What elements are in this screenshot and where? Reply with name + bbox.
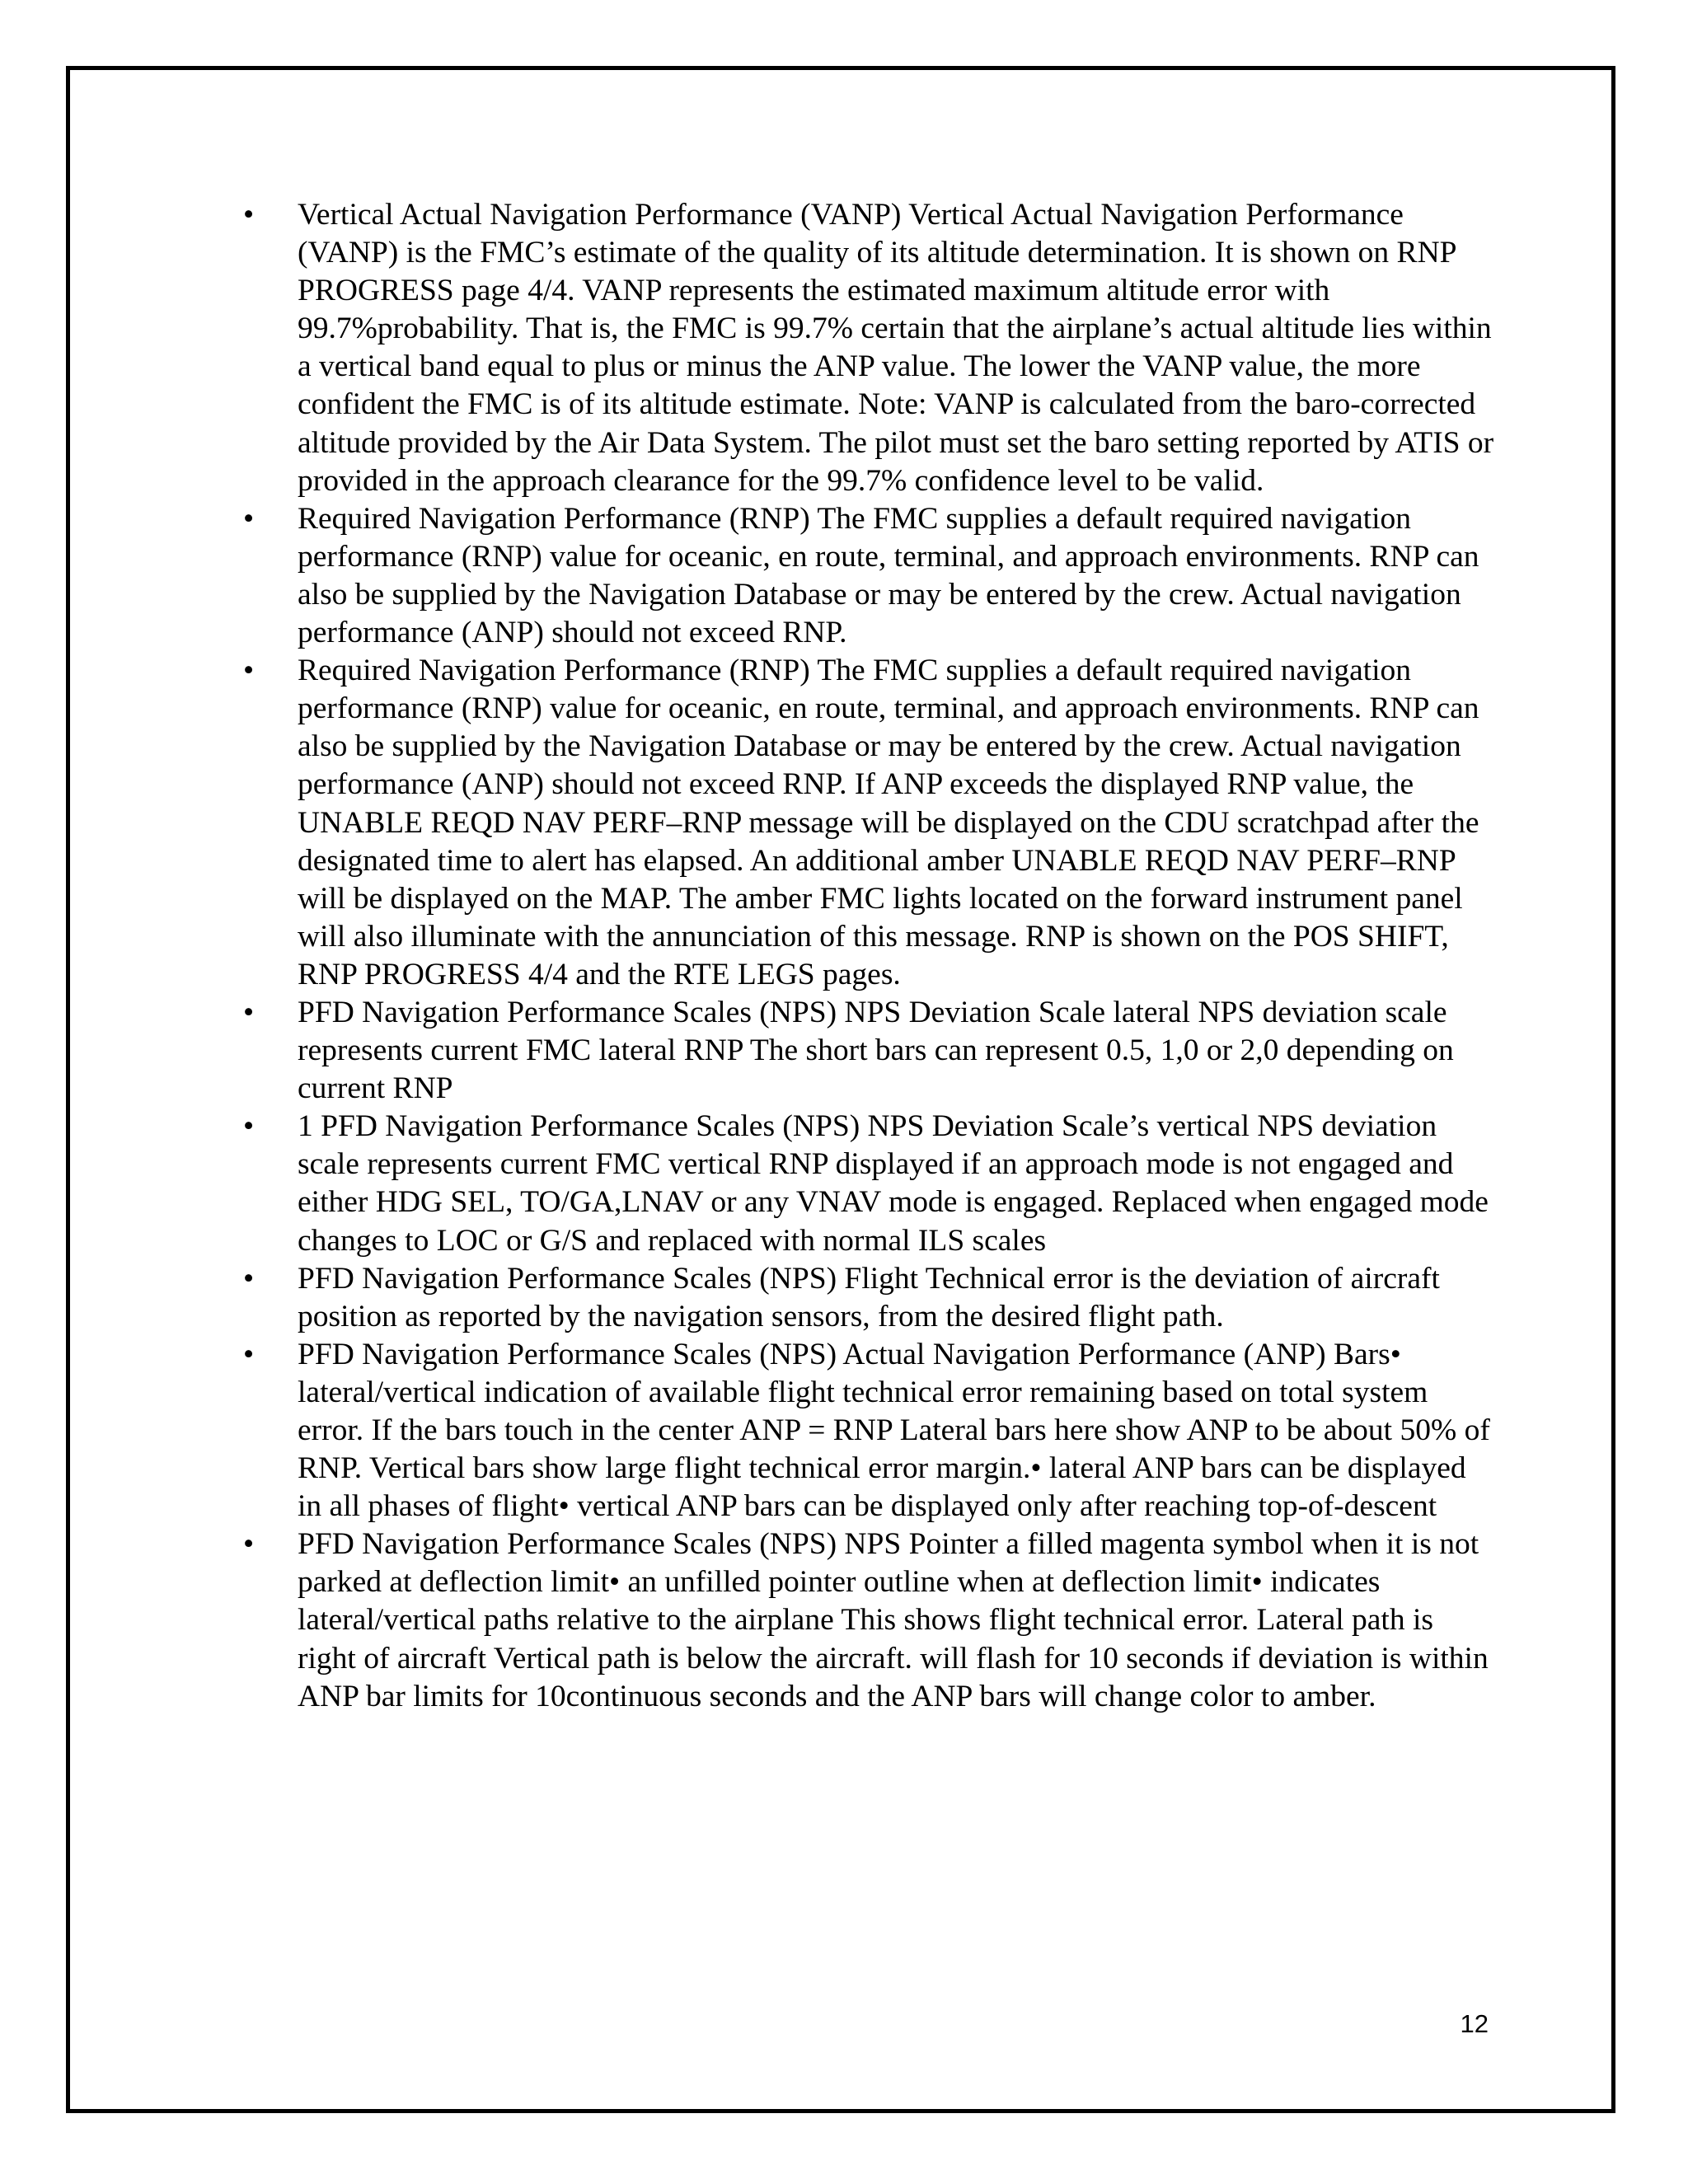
- bullet-text: PFD Navigation Performance Scales (NPS) NPS Pointer a filled magenta symbol when it is not parked at deflection limit• an unfilled pointer outline when at deflection limit• indicates lateral/vertical paths relative to the airplane This shows flight technical error. Lateral path is right of aircraft Vertical path is below the aircraft. will flash for 10 seconds if deviation is within ANP bar limits for 10continuous seconds and the ANP bars will change color to amber.: [298, 1527, 1489, 1713]
- bullet-text: PFD Navigation Performance Scales (NPS) Flight Technical error is the deviation of aircraft position as reported by the navigation sensors, from the desired flight path.: [298, 1261, 1440, 1333]
- bullet-text: Required Navigation Performance (RNP) The FMC supplies a default required navigation performance (RNP) value for oceanic, en route, terminal, and approach environments. RNP can also be supplied by the Navigation Database or may be entered by the crew. Actual navigation performance (ANP) should not exceed RNP. If ANP exceeds the displayed RNP value, the UNABLE REQD NAV PERF–RNP message will be displayed on the CDU scratchpad after the designated time to alert has elapsed. An additional amber UNABLE REQD NAV PERF–RNP will be displayed on the MAP. The amber FMC lights located on the forward instrument panel will also illuminate with the annunciation of this message. RNP is shown on the POS SHIFT, RNP PROGRESS 4/4 and the RTE LEGS pages.: [298, 654, 1479, 991]
- page-number: 12: [1460, 2009, 1489, 2038]
- bullet-item-nps-vertical: [243, 1108, 1496, 1259]
- bullet-item-anp-bars: [243, 1336, 1496, 1526]
- bullet-item-vanp: [243, 196, 1496, 500]
- bullet-marker: •: [243, 1337, 255, 1371]
- bullet-text: 1 PFD Navigation Performance Scales (NPS) NPS Deviation Scale’s vertical NPS deviation scale represents current FMC vertical RNP displayed if an approach mode is not engaged and either HDG SEL, TO/GA,LNAV or any VNAV mode is engaged. Replaced when engaged mode changes to LOC or G/S and replaced with normal ILS scales: [298, 1109, 1489, 1258]
- bullet-item-nps-pointer: [243, 1526, 1496, 1715]
- bullet-text: Vertical Actual Navigation Performance (VANP) Vertical Actual Navigation Performance (VANP) is the FMC’s estimate of the quality of its altitude determination. It is shown on RNP PROGRESS page 4/4. VANP represents the estimated maximum altitude error with 99.7%probability. That is, the FMC is 99.7% certain that the airplane’s actual altitude lies within a vertical band equal to plus or minus the ANP value. The lower the VANP value, the more confident the FMC is of its altitude estimate. Note: VANP is calculated from the baro-corrected altitude provided by the Air Data System. The pilot must set the baro setting reported by ATIS or provided in the approach clearance for the 99.7% confidence level to be valid.: [298, 198, 1494, 498]
- bullet-item-rnp-short: [243, 500, 1496, 652]
- document-body: [243, 196, 1496, 1716]
- bullet-text: Required Navigation Performance (RNP) The FMC supplies a default required navigation performance (RNP) value for oceanic, en route, terminal, and approach environments. RNP can also be supplied by the Navigation Database or may be entered by the crew. Actual navigation performance (ANP) should not exceed RNP.: [298, 501, 1479, 650]
- bullet-text: PFD Navigation Performance Scales (NPS) Actual Navigation Performance (ANP) Bars• lateral/vertical indication of available flight technical error remaining based on total system error. If the bars touch in the center ANP = RNP Lateral bars here show ANP to be about 50% of RNP. Vertical bars show large flight technical error margin.• lateral ANP bars can be displayed in all phases of flight• vertical ANP bars can be displayed only after reaching top-of-descent: [298, 1337, 1490, 1524]
- bullet-marker: •: [243, 198, 255, 232]
- bullet-marker: •: [243, 995, 255, 1029]
- bullet-marker: •: [243, 1109, 255, 1144]
- bullet-item-rnp-long: [243, 652, 1496, 994]
- bullet-item-flight-technical-error: [243, 1260, 1496, 1336]
- bullet-marker: •: [243, 1527, 255, 1562]
- bullet-list: [243, 196, 1496, 1716]
- bullet-text: PFD Navigation Performance Scales (NPS) NPS Deviation Scale lateral NPS deviation scale represents current FMC lateral RNP The short bars can represent 0.5, 1,0 or 2,0 depending on current RNP: [298, 995, 1454, 1106]
- bullet-marker: •: [243, 501, 255, 536]
- bullet-marker: •: [243, 1261, 255, 1296]
- bullet-item-nps-lateral: [243, 994, 1496, 1108]
- bullet-marker: •: [243, 654, 255, 688]
